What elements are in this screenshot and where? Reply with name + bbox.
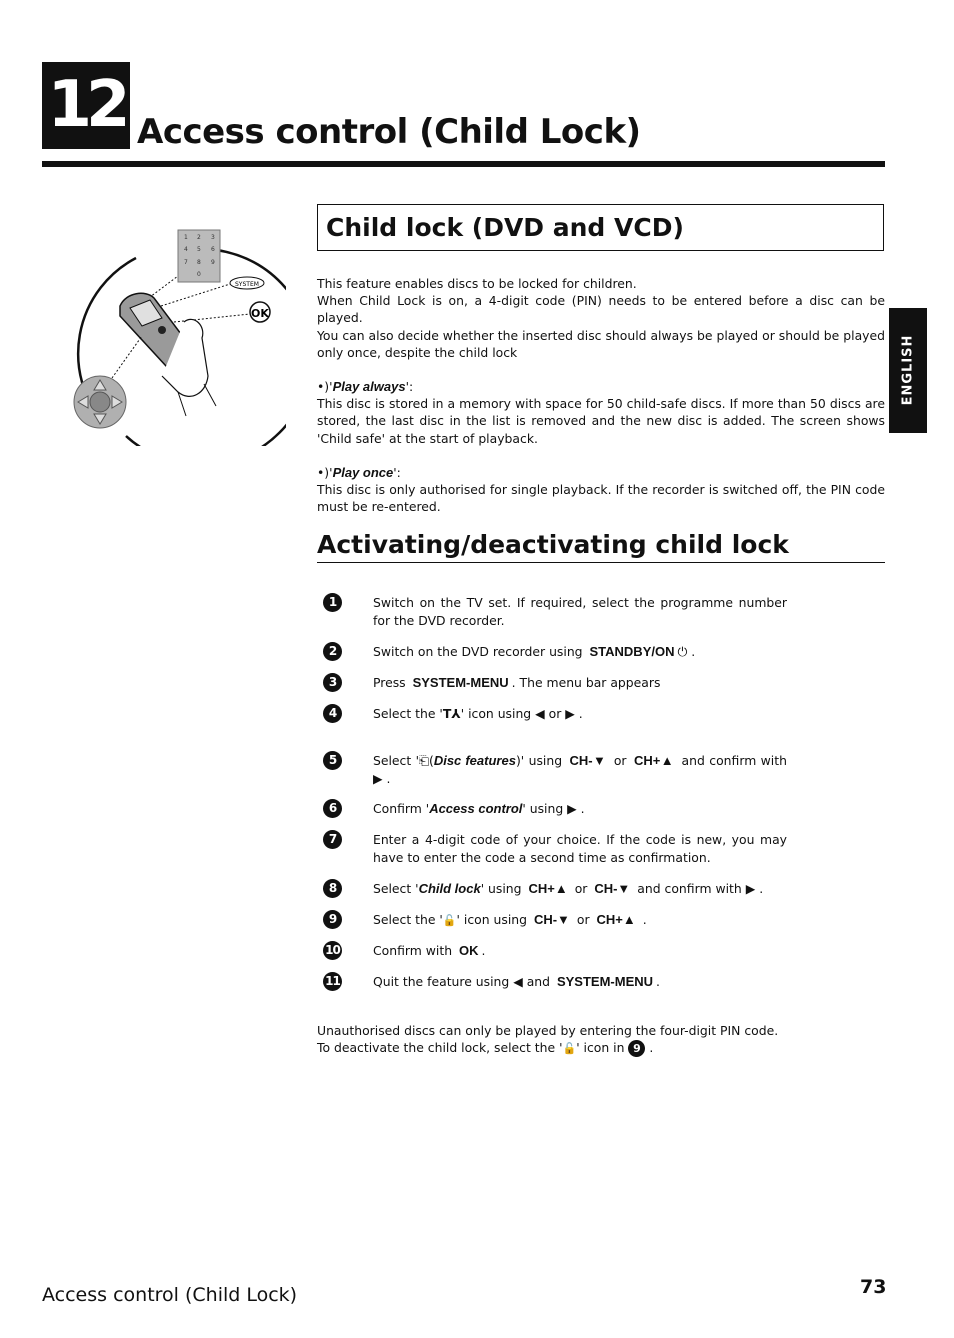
settings-tools-icon: T⅄	[442, 706, 461, 721]
closing-line-1: Unauthorised discs can only be played by entering the four-digit PIN code.	[317, 1023, 779, 1038]
keypad-key-3: 3	[211, 234, 215, 241]
step-number: 10	[323, 941, 342, 960]
arrow-left-icon: ◀	[513, 974, 523, 989]
keypad-key-7: 7	[184, 259, 188, 266]
arrow-right-icon: ▶	[565, 706, 575, 721]
step-number: 4	[323, 704, 342, 723]
arrow-left-icon: ◀	[535, 706, 545, 721]
step-number: 11	[323, 972, 342, 991]
step-text: Select 'Child lock' using CH+▲ or CH-▼ and confirm with ▶ .	[373, 881, 764, 896]
closing-notes	[317, 1022, 885, 1057]
step-text: Switch on the TV set. If required, select the programme number for the DVD recorder.	[373, 595, 787, 628]
play-always-text: This disc is stored in a memory with space for 50 child-safe discs. If more than 50 discs are stored, the last disc in the list is removed and the new disc is added. The screen shows 'Child safe' at the start of playback.	[317, 396, 885, 446]
step-reference: 9	[628, 1040, 645, 1057]
arrow-right-icon: ▶	[567, 801, 577, 816]
ok-key: OK	[459, 943, 479, 958]
step-number: 8	[323, 879, 342, 898]
play-once-text: This disc is only authorised for single playback. If the recorder is switched off, the PIN code must be re-entered.	[317, 482, 885, 515]
step-text: Select '⎗(Disc features)' using CH-▼ or CH+▲ and confirm with ▶ .	[373, 753, 787, 786]
intro-line: You can also decide whether the inserted disc should always be played or should be played only once, despite the child lock	[317, 327, 885, 360]
disc-features-icon: ⎗	[419, 753, 429, 768]
section-divider	[317, 562, 885, 563]
intro-line: When Child Lock is on, a 4-digit code (PIN) needs to be entered before a disc can be played.	[317, 293, 885, 326]
arrow-right-icon: ▶	[745, 881, 756, 896]
ch-plus-key: CH+▲	[596, 912, 636, 927]
step-text: Press SYSTEM-MENU . The menu bar appears	[373, 675, 661, 690]
ok-key-label: OK	[251, 307, 269, 320]
section-heading-child-lock: Child lock (DVD and VCD)	[326, 213, 684, 242]
step-number: 5	[323, 751, 342, 770]
keypad-key-9: 9	[211, 259, 215, 266]
system-key-label: SYSTEM	[235, 281, 259, 288]
language-tab-label: ENGLISH	[900, 334, 916, 406]
section-heading-activating: Activating/deactivating child lock	[317, 530, 789, 559]
chapter-title: Access control (Child Lock)	[137, 112, 641, 152]
step-text: Select the '🔓' icon using CH-▼ or CH+▲ .	[373, 912, 647, 927]
step-text: Enter a 4-digit code of your choice. If the code is new, you may have to enter the code a second time as confirmation.	[373, 832, 787, 865]
keypad-key-6: 6	[211, 246, 215, 253]
page-number: 73	[860, 1276, 887, 1298]
ch-minus-key: CH-▼	[569, 753, 607, 768]
keypad-key-4: 4	[184, 246, 188, 253]
keypad-key-5: 5	[197, 246, 201, 253]
title-divider	[42, 161, 885, 167]
arrow-right-icon: ▶	[373, 770, 383, 786]
step-text: Switch on the DVD recorder using STANDBY/ON ⏻ .	[373, 644, 696, 659]
keypad-key-2: 2	[197, 234, 201, 241]
system-menu-key: SYSTEM-MENU	[556, 974, 654, 989]
language-tab	[889, 308, 927, 433]
footer-chapter-title: Access control (Child Lock)	[42, 1284, 298, 1306]
standby-key: STANDBY/ON	[589, 644, 675, 659]
system-menu-key: SYSTEM-MENU	[412, 675, 509, 690]
play-once-label: •)'Play once':	[317, 464, 401, 480]
step-number: 3	[323, 673, 342, 692]
remote-control-illustration	[66, 226, 286, 446]
step-number: 2	[323, 642, 342, 661]
keypad-key-8: 8	[197, 259, 201, 266]
step-number: 9	[323, 910, 342, 929]
step-text: Confirm 'Access control' using ▶ .	[373, 801, 585, 816]
ch-minus-key: CH-▼	[594, 881, 631, 896]
ch-plus-key: CH+▲	[528, 881, 568, 896]
ch-minus-key: CH-▼	[533, 912, 570, 927]
intro-text	[317, 275, 885, 515]
chapter-number: 12	[42, 62, 130, 149]
section-heading-box	[317, 204, 884, 251]
keypad-key-1: 1	[184, 234, 188, 241]
power-icon: ⏻	[677, 644, 688, 659]
step-number: 1	[323, 593, 342, 612]
intro-line: This feature enables discs to be locked for children.	[317, 276, 637, 291]
step-number: 6	[323, 799, 342, 818]
step-number: 7	[323, 830, 342, 849]
step-text: Confirm with OK .	[373, 943, 486, 958]
step-text: Select the 'T⅄' icon using ◀ or ▶ .	[373, 706, 583, 721]
keypad-key-0: 0	[197, 271, 201, 278]
closing-line-2: To deactivate the child lock, select the '🔓' icon in 9 .	[317, 1040, 654, 1056]
lock-icon: 🔓	[562, 1042, 577, 1056]
step-text: Quit the feature using ◀ and SYSTEM-MENU .	[373, 974, 660, 989]
lock-icon: 🔓	[442, 914, 457, 927]
play-always-label: •)'Play always':	[317, 379, 414, 395]
ch-plus-key: CH+▲	[633, 753, 675, 768]
